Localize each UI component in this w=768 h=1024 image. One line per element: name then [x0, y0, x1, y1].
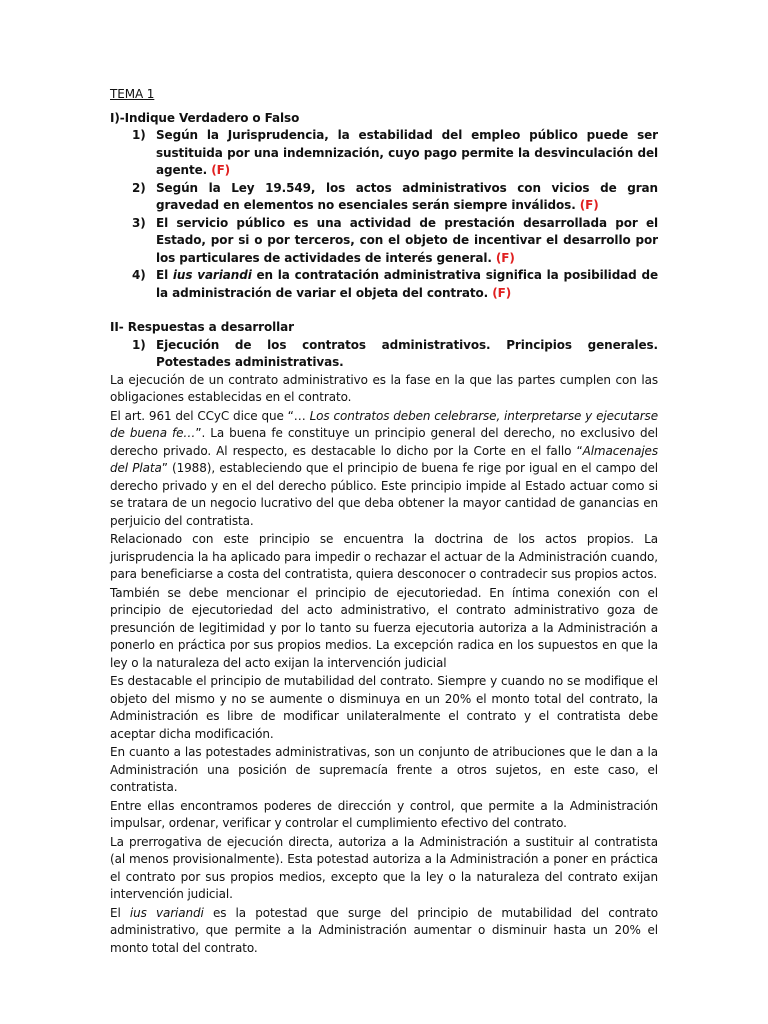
list-item: 4) El ius variandi en la contratación administrativa significa la posibilidad de la administración de variar el objeta del contrato. (F): [132, 268, 658, 300]
paragraph: También se debe mencionar el principio de ejecutoriedad. En íntima conexión con el principio de ejecutoriedad del acto administrativo, el contrato administrativo goza de presunción de legitimidad y por lo tanto su fuerza ejecutoria autoriza a la Administración a ponerlo en práctica por sus propios medios. La excepción radica en los supuestos en que la ley o la naturaleza del acto exijan la intervención judicial: [110, 585, 658, 670]
list-item: 2) Según la Ley 19.549, los actos administrativos con vicios de gran gravedad en elementos no esenciales serán siempre inválidos. (F): [132, 180, 658, 212]
development-list: [110, 337, 658, 372]
paragraph: La ejecución de un contrato administrativo es la fase en la que las partes cumplen con las obligaciones establecidas en el contrato.: [110, 372, 658, 404]
paragraph: En cuanto a las potestades administrativas, son un conjunto de atribuciones que le dan a la Administración una posición de supremacía frente a otros sujetos, en este caso, el contratista.: [110, 745, 658, 794]
paragraph: El art. 961 del CCyC dice que “… Los contratos deben celebrarse, interpretarse y ejecutarse de buena fe…”. La buena fe constituye un principio general del derecho, no exclusivo del derecho privado. Al respecto, es destacable lo dicho por la Corte en el fallo “Almacenajes del Plata” (1988), estableciendo que el principio de buena fe rige por igual en el campo del derecho privado y en el del derecho público. Este principio impide al Estado actuar como si se tratara de un negocio lucrativo del que deba obtener la mayor cantidad de ganancias en perjuicio del contratista.: [110, 408, 658, 528]
paragraph: Entre ellas encontramos poderes de dirección y control, que permite a la Administración impulsar, ordenar, verificar y controlar el cumplimiento efectivo del contrato.: [110, 798, 658, 830]
answer-mark: (F): [495, 250, 515, 265]
list-item: 1) Según la Jurisprudencia, la estabilidad del empleo público puede ser sustituida por una indemnización, cuyo pago permite la desvinculación del agente. (F): [132, 128, 658, 177]
paragraph: El ius variandi es la potestad que surge del principio de mutabilidad del contrato administrativo, que permite a la Administración aumentar o disminuir hasta un 20% el monto total del contrato.: [110, 905, 658, 955]
paragraph: La prerrogativa de ejecución directa, autoriza a la Administración a sustituir al contratista (al menos provisionalmente). Esta potestad autoriza a la Administración a poner en práctica el contrato por sus propios medios, excepto que la ley o la naturaleza del contrato exijan intervención judicial.: [110, 834, 658, 901]
list-item: 1) Ejecución de los contratos administrativos. Principios generales. Potestades administrativas.: [132, 337, 658, 369]
answer-mark: (F): [492, 285, 512, 300]
answer-mark: (F): [211, 163, 231, 177]
section-1-heading: I)-Indique Verdadero o Falso: [110, 110, 300, 125]
document-page: [110, 86, 658, 958]
answer-mark: (F): [579, 198, 599, 212]
list-item: 3) El servicio público es una actividad de prestación desarrollada por el Estado, por si o por terceros, con el objeto de incentivar el desarrollo por los particulares de actividades de interés general. (F): [132, 215, 658, 265]
true-false-list: [110, 127, 658, 302]
section-2-heading: II- Respuestas a desarrollar: [110, 320, 294, 334]
document-title: TEMA 1: [110, 87, 155, 101]
paragraph: Es destacable el principio de mutabilidad del contrato. Siempre y cuando no se modifique el objeto del mismo y no se aumente o disminuya en un 20% el monto total del contrato, la Administración es libre de modificar unilateralmente el contrato y el contratista debe aceptar dicha modificación.: [110, 674, 658, 741]
paragraph: Relacionado con este principio se encuentra la doctrina de los actos propios. La jurisprudencia la ha aplicado para impedir o rechazar el actuar de la Administración cuando, para beneficiarse a costa del contratista, quiera desconocer o contradecir sus propios actos.: [110, 532, 658, 581]
